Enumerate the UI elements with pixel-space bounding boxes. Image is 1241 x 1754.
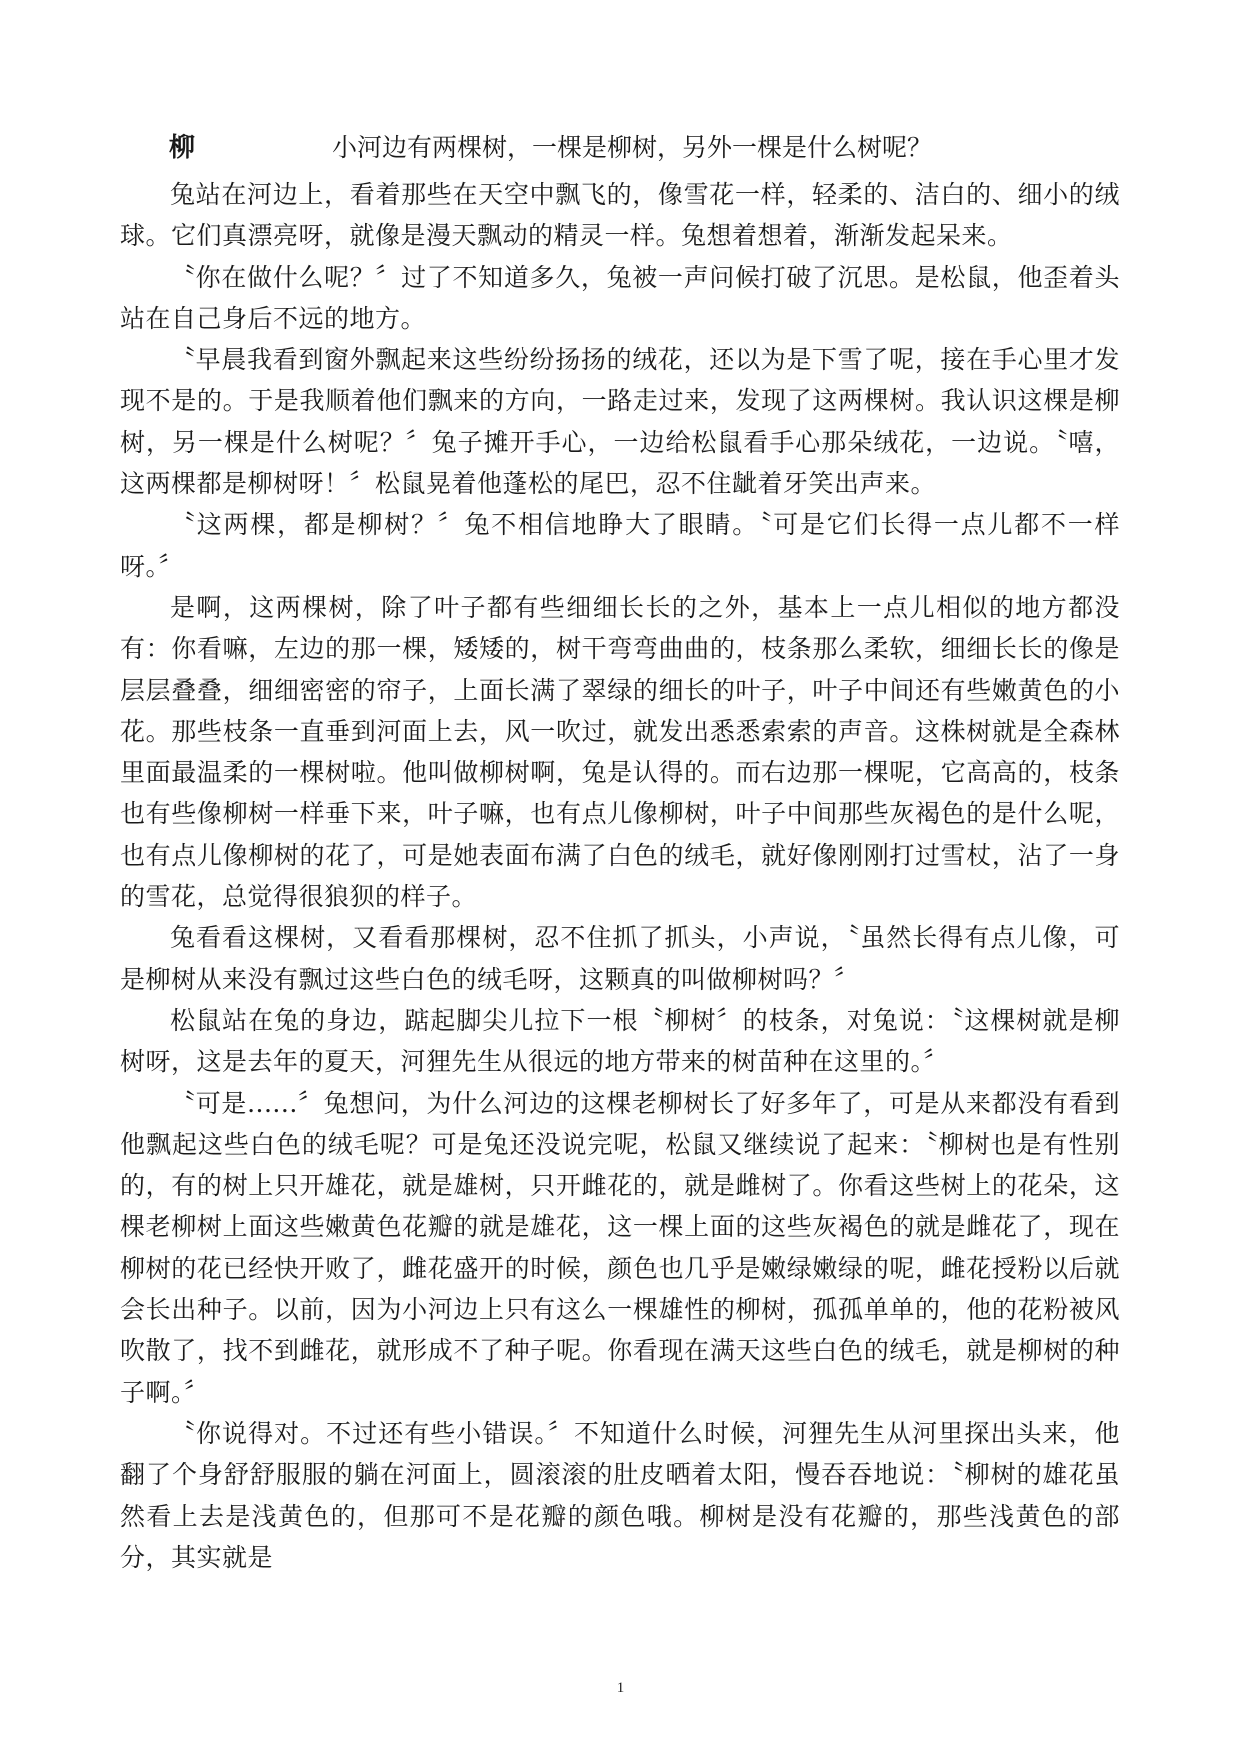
- paragraph: 兔看看这棵树，又看看那棵树，忍不住抓了抓头，小声说，〝虽然长得有点儿像，可是柳树从来没有飘过这些白色的绒毛呀，这颗真的叫做柳树吗？〞: [120, 923, 1120, 994]
- paragraph: 〝可是......〞兔想问，为什么河边的这棵老柳树长了好多年了，可是从来都没有看到他飘起这些白色的绒毛呢？可是兔还没说完呢，松鼠又继续说了起来：〝柳树也是有性别的，有的树上只开雄花，就是雄树，只开雌花的，就是雌树了。你看这些树上的花朵，这棵老柳树上面这些嫩黄色花瓣的就是雄花，这一棵上面的这些灰褐色的就是雌花了，现在柳树的花已经快开败了，雌花盛开的时候，颜色也几乎是嫩绿嫩绿的呢，雌花授粉以后就会长出种子。以前，因为小河边上只有这么一棵雄性的柳树，孤孤单单的，他的花粉被风吹散了，找不到雌花，就形成不了种子呢。你看现在满天这些白色的绒毛，就是柳树的种子啊。〞: [120, 1088, 1120, 1407]
- paragraph: 〝这两棵，都是柳树？〞兔不相信地睁大了眼睛。〝可是它们长得一点儿都不一样呀。〞: [120, 510, 1120, 581]
- paragraph: 〝你在做什么呢？〞过了不知道多久，兔被一声问候打破了沉思。是松鼠，他歪着头站在自己身后不远的地方。: [120, 262, 1120, 333]
- title-line: [120, 128, 1120, 174]
- document-body: [120, 128, 1120, 1578]
- story-subtitle: 小河边有两棵树，一棵是柳树，另外一棵是什么树呢？: [332, 133, 933, 162]
- paragraph: 是啊，这两棵树，除了叶子都有些细细长长的之外，基本上一点儿相似的地方都没有：你看嘛，左边的那一棵，矮矮的，树干弯弯曲曲的，枝条那么柔软，细细长长的像是层层叠叠，细细密密的帘子，上面长满了翠绿的细长的叶子，叶子中间还有些嫩黄色的小花。那些枝条一直垂到河面上去，风一吹过，就发出悉悉索索的声音。这株树就是全森林里面最温柔的一棵树啦。他叫做柳树啊，兔是认得的。而右边那一棵呢，它高高的，枝条也有些像柳树一样垂下来，叶子嘛，也有点儿像柳树，叶子中间那些灰褐色的是什么呢，也有点儿像柳树的花了，可是她表面布满了白色的绒毛，就好像刚刚打过雪杖，沾了一身的雪花，总觉得很狼狈的样子。: [120, 592, 1120, 912]
- paragraph: 〝你说得对。不过还有些小错误。〞不知道什么时候，河狸先生从河里探出头来，他翻了个身舒舒服服的躺在河面上，圆滚滚的肚皮晒着太阳，慢吞吞地说：〝柳树的雄花虽然看上去是浅黄色的，但那可不是花瓣的颜色哦。柳树是没有花瓣的，那些浅黄色的部分，其实就是: [120, 1418, 1120, 1572]
- paragraph: 兔站在河边上，看着那些在天空中飘飞的，像雪花一样，轻柔的、洁白的、细小的绒球。它们真漂亮呀，就像是漫天飘动的精灵一样。兔想着想着，渐渐发起呆来。: [120, 180, 1120, 251]
- story-title: 柳: [169, 133, 196, 163]
- page-number: 1: [616, 1680, 625, 1696]
- paragraph: 松鼠站在兔的身边，踮起脚尖儿拉下一根〝柳树〞的枝条，对兔说：〝这棵树就是柳树呀，这是去年的夏天，河狸先生从很远的地方带来的树苗种在这里的。〞: [120, 1005, 1120, 1077]
- paragraph: 〝早晨我看到窗外飘起来这些纷纷扬扬的绒花，还以为是下雪了呢，接在手心里才发现不是的。于是我顺着他们飘来的方向，一路走过来，发现了这两棵树。我认识这棵是柳树，另一棵是什么树呢？〞兔子摊开手心，一边给松鼠看手心那朵绒花，一边说。〝嘻，这两棵都是柳树呀！〞松鼠晃着他蓬松的尾巴，忍不住龇着牙笑出声来。: [120, 345, 1120, 499]
